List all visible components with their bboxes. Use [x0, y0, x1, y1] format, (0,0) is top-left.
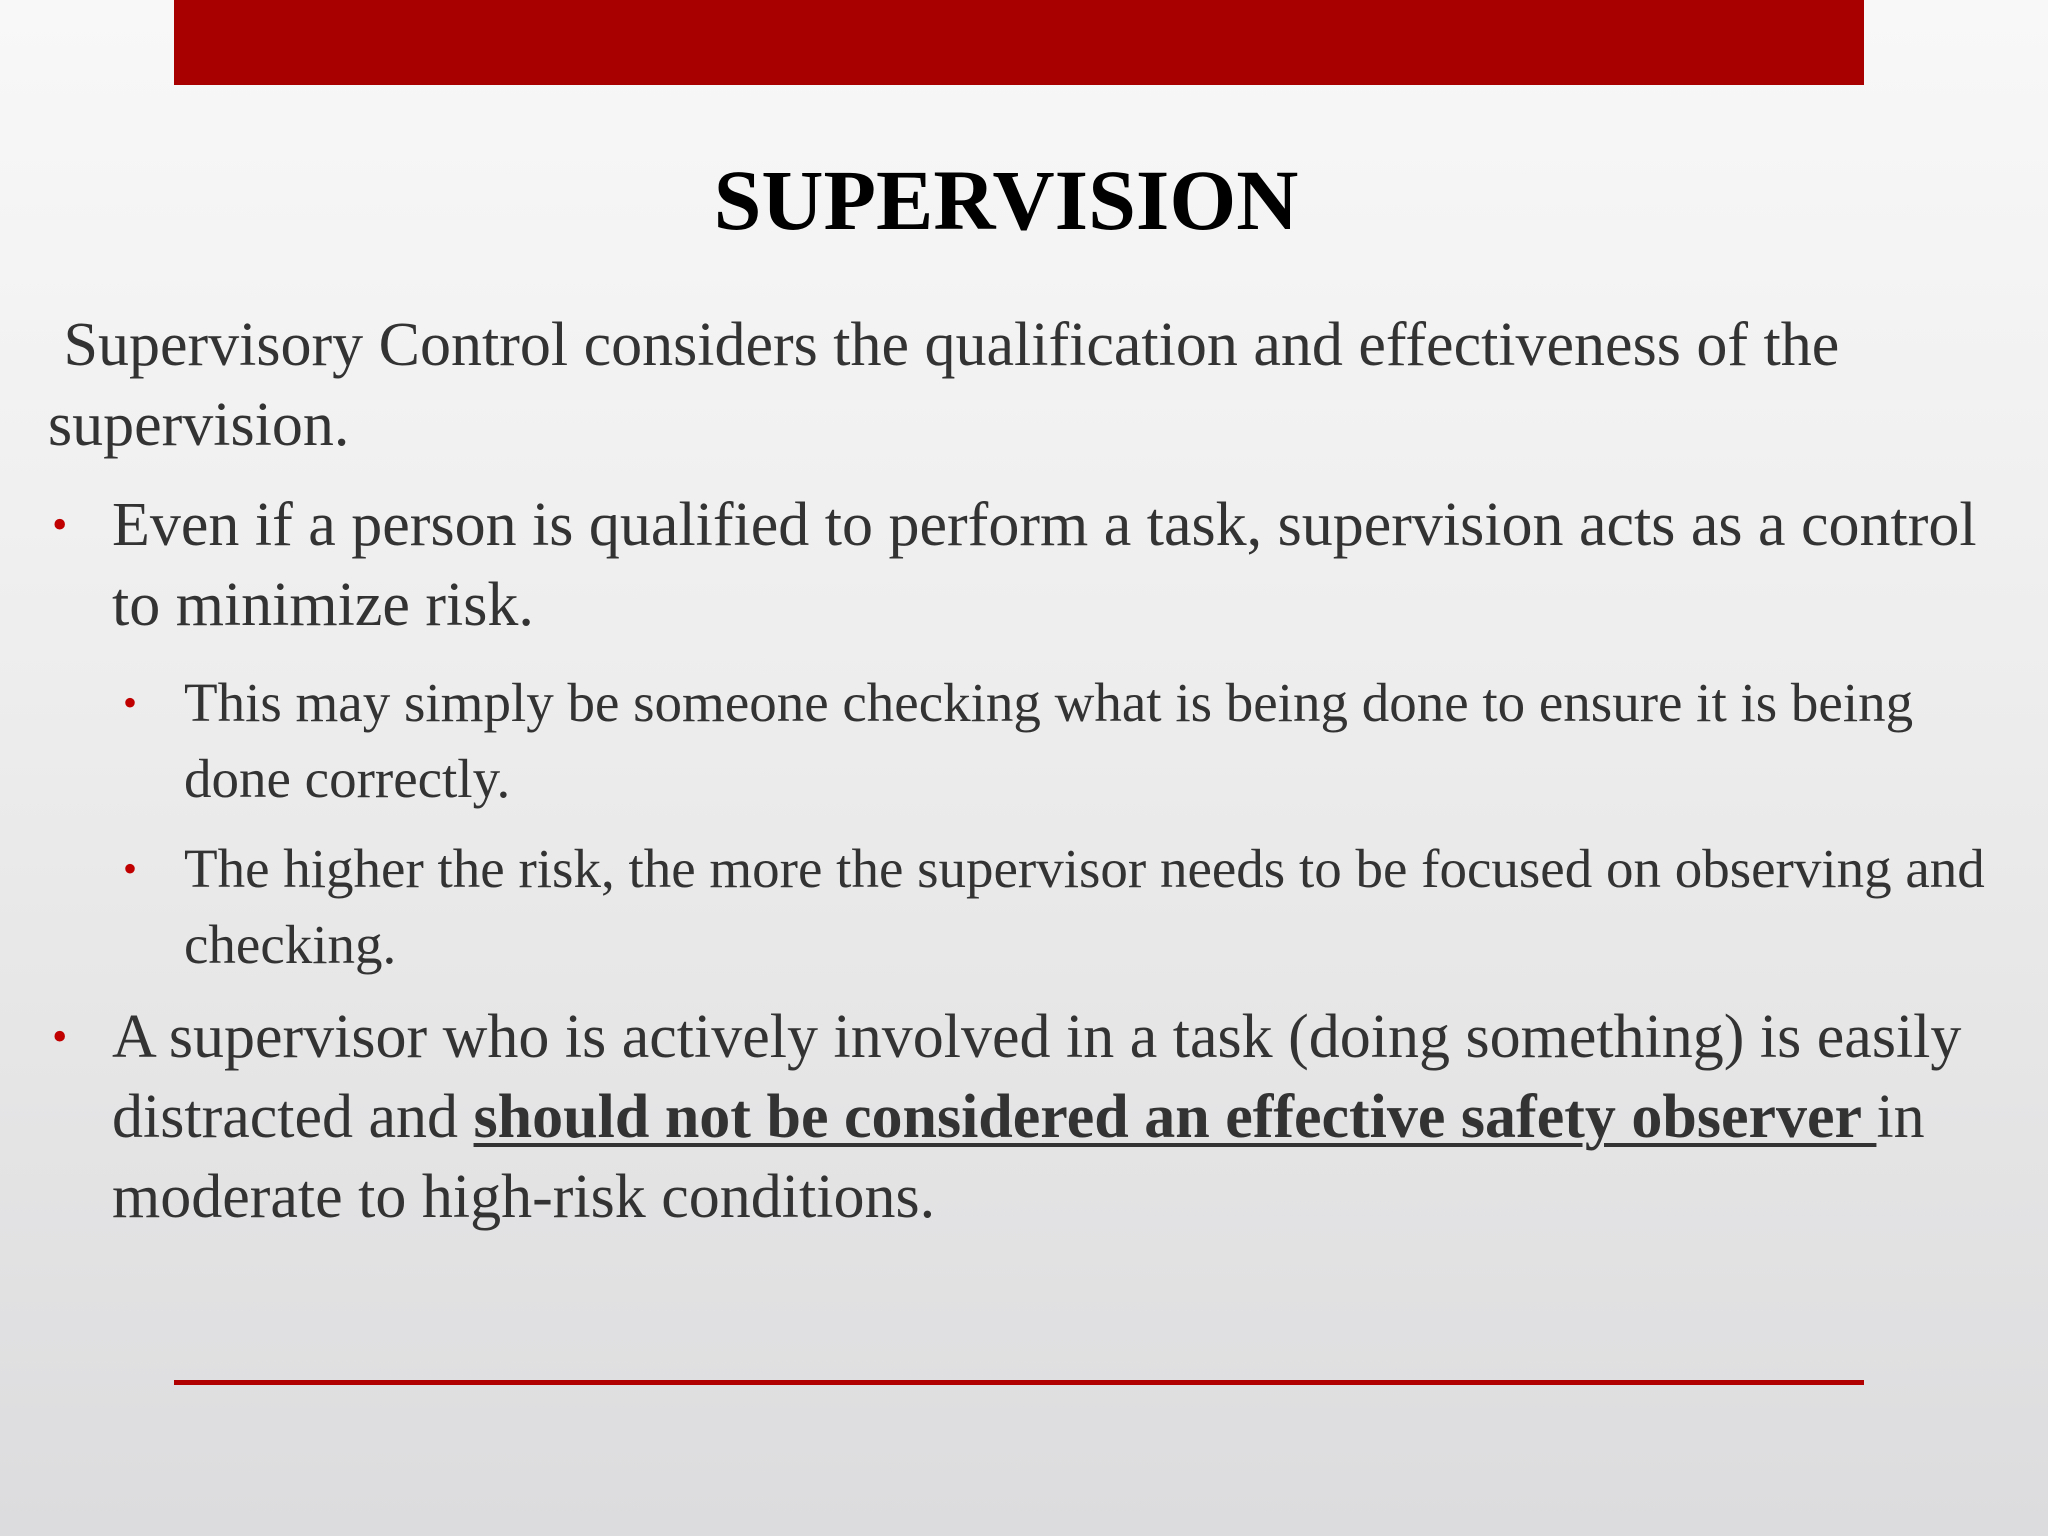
- intro-paragraph: Supervisory Control considers the qualification and effectiveness of the supervision.: [48, 311, 1855, 459]
- slide-body: [48, 305, 2008, 1257]
- bottom-rule: [174, 1380, 1864, 1385]
- bullet-text-before: A supervisor who is actively involved in a task (doing something) is easily distracted and: [112, 1003, 1962, 1151]
- bullet-dot-icon: •: [123, 680, 138, 725]
- sub-bullet-text: The higher the risk, the more the supervisor needs to be focused on observing and checking.: [184, 838, 1985, 975]
- emphasis-text: should not be considered an effective safety observer: [473, 1083, 1877, 1151]
- sub-bullet-item-2: [48, 831, 2008, 983]
- bullet-dot-icon: •: [52, 500, 68, 549]
- sub-bullet-text: This may simply be someone checking what is being done to ensure it is being done correctly.: [184, 672, 1914, 809]
- bullet-text: Even if a person is qualified to perform a task, supervision acts as a control to minimize risk.: [112, 491, 1977, 639]
- bullet-item-1: [48, 485, 2008, 645]
- bullet-dot-icon: •: [52, 1012, 68, 1061]
- slide-title: SUPERVISION: [713, 152, 1299, 248]
- sub-bullet-item-1: [48, 665, 2008, 817]
- bullet-dot-icon: •: [123, 846, 138, 891]
- bullet-item-2: [48, 997, 2008, 1237]
- top-accent-bar: [174, 0, 1864, 85]
- bullet-text-after: in moderate to high-risk conditions.: [112, 1083, 1925, 1231]
